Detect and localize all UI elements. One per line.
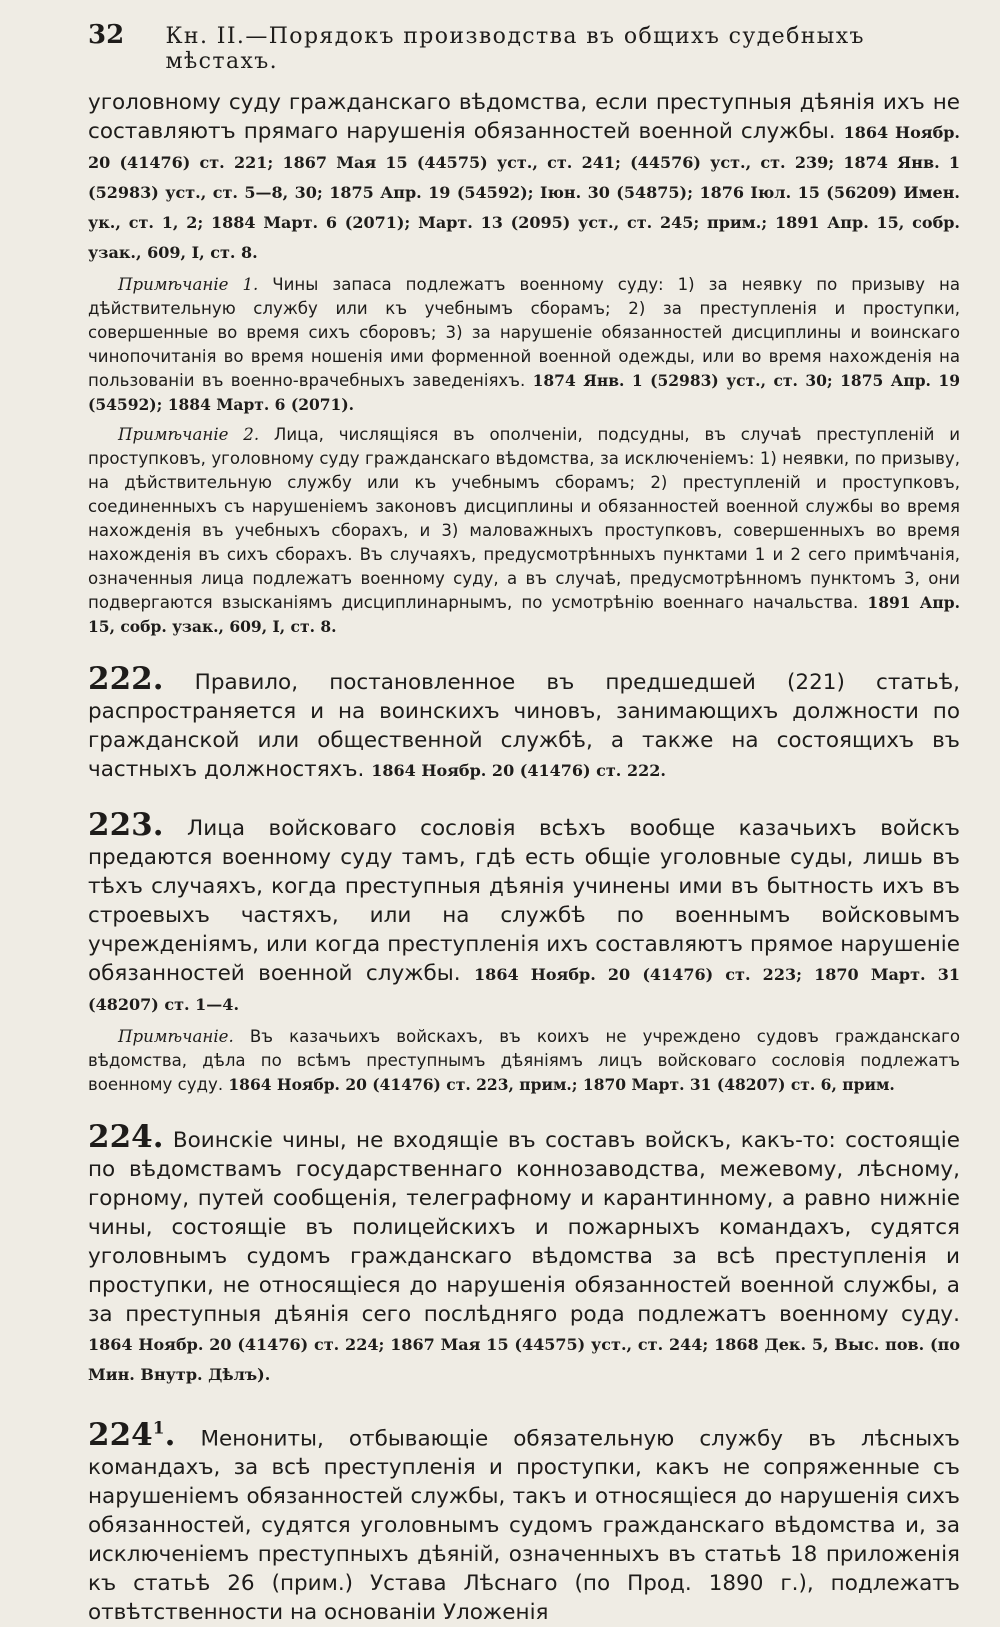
note-2-text: Лица, числящіяся въ ополченіи, подсудны, въ случаѣ преступленій и проступковъ, уголовному суду гражданскаго вѣдомства, за исключеніемъ: 1) неявки, по призыву, на дѣйствительную службу или къ учебнымъ сборамъ; 2) преступленій и проступковъ, соединенныхъ съ нарушеніемъ законовъ дисциплины и обязанностей военной службы во время нахожденія въ учебныхъ сборахъ, и 3) маловажныхъ проступковъ, совершенныхъ во время нахожденія въ сихъ сборахъ. Въ случаяхъ, предусмотрѣнныхъ пунктами 1 и 2 сего примѣчанія, означенныя лица подлежатъ военному суду, а въ случаѣ, предусмотрѣнномъ пунктомъ 3, они подвергаются взысканіямъ дисциплинарнымъ, по усмотрѣнію военнаго начальства. [88, 425, 960, 612]
article-text: Правило, постановленное въ предшедшей (221) статьѣ, распространяется и на воинскихъ чиновъ, занимающихъ должности по гражданской или общественной службѣ, а также на состоящихъ въ частныхъ должностяхъ. [88, 670, 960, 782]
article-number: 224. [88, 1119, 164, 1155]
article-text: Менониты, отбывающіе обязательную службу въ лѣсныхъ командахъ, за всѣ преступленія и проступки, какъ не сопряженные съ нарушеніемъ обязанностей службы, такъ и относящіеся до нарушенія сихъ обязанностей, судятся уголовнымъ судомъ гражданскаго вѣдомства и, за исключеніемъ преступныхъ дѣяній, означенныхъ въ статьѣ 18 приложенія къ статьѣ 26 (прим.) Устава Лѣснаго (по Прод. 1890 г.), подлежатъ отвѣтственности на основаніи Уложенія [88, 1426, 960, 1626]
article-number-dot: . [164, 1417, 176, 1454]
note-1-label: Примѣчаніе 1. [118, 275, 259, 294]
note-2-citation: 1891 Апр. 15, собр. узак., 609, I, ст. 8. [88, 593, 960, 636]
note-article-223 [88, 1025, 960, 1097]
note-2 [88, 423, 960, 639]
article-citation: 1864 Ноябр. 20 (41476) ст. 224; 1867 Мая 15 (44575) уст., ст. 244; 1868 Дек. 5, Выс. пов. (по Мин. Внутр. Дѣлъ). [88, 1335, 960, 1384]
continuation-citation: 1864 Ноябр. 20 (41476) ст. 221; 1867 Мая 15 (44575) уст., ст. 241; (44576) уст., ст. 239; 1874 Янв. 1 (52983) уст., ст. 5—8, 30; 1875 Апр. 19 (54592); Іюн. 30 (54875); 1876 Іюл. 15 (56209) Имен. ук., ст. 1, 2; 1884 Март. 6 (2071); Март. 13 (2095) уст., ст. 245; прим.; 1891 Апр. 15, собр. узак., 609, I, ст. 8. [88, 123, 961, 262]
note-1-citation: 1874 Янв. 1 (52983) уст., ст. 30; 1875 Апр. 19 (54592); 1884 Март. 6 (2071). [88, 371, 960, 414]
article-number-base: 224 [88, 1417, 153, 1454]
article-number [88, 1417, 175, 1453]
article-224 [88, 1119, 960, 1389]
page-number: 32 [88, 20, 125, 50]
page-header [88, 20, 960, 74]
article-citation: 1864 Ноябр. 20 (41476) ст. 223; 1870 Март. 31 (48207) ст. 1—4. [88, 965, 960, 1014]
note-223-label: Примѣчаніе. [118, 1027, 234, 1046]
note-1 [88, 273, 960, 417]
running-title: Кн. II.—Порядокъ производства въ общихъ судебныхъ мѣстахъ. [165, 24, 865, 74]
article-text: Лица войсковаго сословія всѣхъ вообще казачьихъ войскъ предаются военному суду тамъ, гдѣ есть общіе уголовные суды, лишь въ тѣхъ случаяхъ, когда преступныя дѣянія учинены ими въ бытность ихъ въ строевыхъ частяхъ, или на службѣ по военнымъ войсковымъ учрежденіямъ, или когда преступленія ихъ составляютъ прямое нарушеніе обязанностей военной службы. [88, 816, 960, 986]
article-number: 222. [88, 661, 164, 697]
article-224-1 [88, 1415, 960, 1627]
article-citation: 1864 Ноябр. 20 (41476) ст. 222. [371, 761, 666, 780]
continuation-text: уголовному суду гражданскаго вѣдомства, если преступныя дѣянія ихъ не составляютъ прямаго нарушенія обязанностей военной службы. [88, 90, 960, 144]
article-text: Воинскіе чины, не входящіе въ составъ войскъ, какъ-то: состоящіе по вѣдомствамъ государственнаго коннозаводства, межевому, лѣсному, горному, путей сообщенія, телеграфному и карантинному, а равно нижніе чины, состоящіе въ полицейскихъ и пожарныхъ командахъ, судятся уголовнымъ судомъ гражданскаго вѣдомства за всѣ преступленія и проступки, не относящіеся до нарушенія обязанностей военной службы, а за преступныя дѣянія сего послѣдняго рода подлежатъ военному суду. [88, 1128, 960, 1327]
article-number-superscript: 1 [152, 1419, 165, 1439]
note-223-text: Въ казачьихъ войскахъ, въ коихъ не учреждено судовъ гражданскаго вѣдомства, дѣла по всѣмъ преступнымъ дѣяніямъ лицъ войсковаго сословія подлежатъ военному суду. [88, 1027, 960, 1094]
article-number: 223. [88, 807, 164, 843]
note-2-label: Примѣчаніе 2. [118, 425, 260, 444]
note-1-text: Чины запаса подлежатъ военному суду: 1) за неявку по призыву на дѣйствительную службу или къ учебнымъ сборамъ; 2) за преступленія и проступки, совершенные во время сихъ сборовъ; 3) за нарушеніе обязанностей дисциплины и воинскаго чинопочитанія во время ношенія ими форменной военной одежды, или во время нахожденія на пользованіи въ военно-врачебныхъ заведеніяхъ. [88, 275, 960, 390]
article-223 [88, 807, 960, 1019]
note-223-citation: 1864 Ноябр. 20 (41476) ст. 223, прим.; 1870 Март. 31 (48207) ст. 6, прим. [228, 1075, 895, 1094]
continuation-paragraph [88, 88, 960, 267]
article-222 [88, 661, 960, 785]
